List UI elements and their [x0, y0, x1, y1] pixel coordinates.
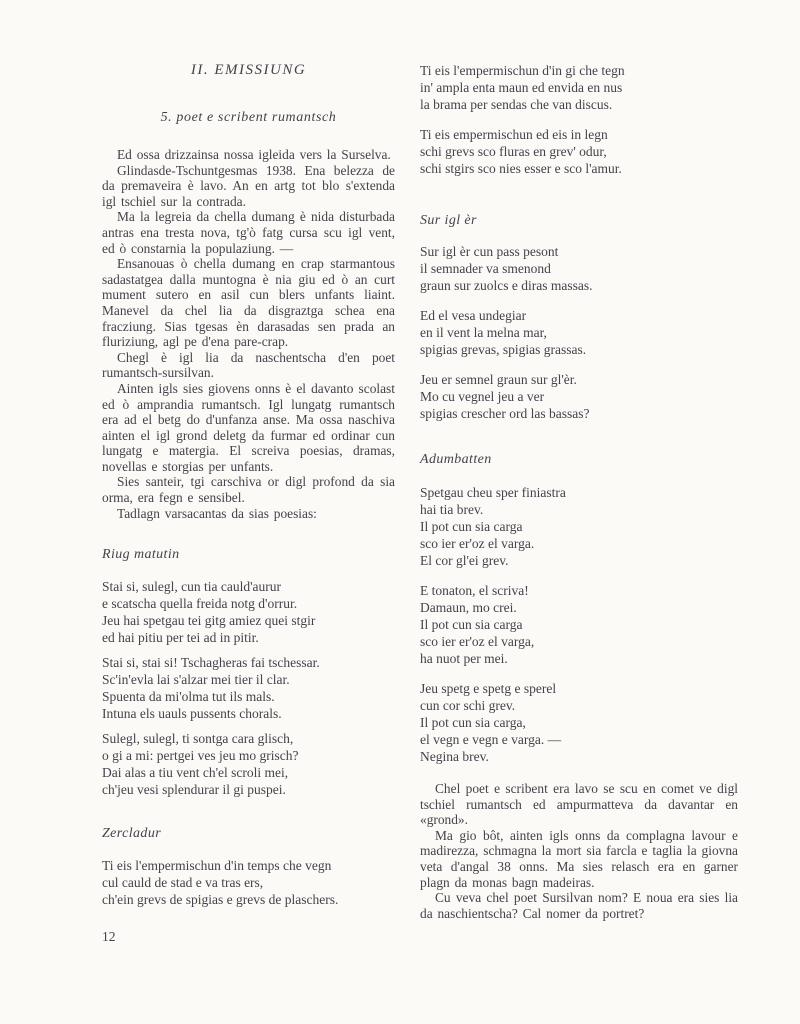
poem-line: o gi a mi: pertgei ves jeu mo grisch?	[102, 748, 299, 764]
poem-line: ed hai pitiu per tei ad in pitir.	[102, 630, 259, 646]
poem-line: Negina brev.	[420, 749, 489, 764]
poem-line: la brama per sendas che van discus.	[420, 97, 613, 112]
poem-line: Ti eis l'empermischun d'in gi che tegn	[420, 63, 625, 78]
chapter-title: 5. poet e scribent rumantsch	[160, 110, 337, 125]
poem-title-sur-igl-er: Sur igl èr	[420, 213, 477, 228]
poem-line: Sulegl, sulegl, ti sontga cara glisch,	[102, 731, 294, 747]
poem-line: schi grevs sco fluras en grev' odur,	[420, 144, 607, 159]
poem-line: Jeu er semnel graun sur gl'èr.	[420, 372, 577, 387]
poem-line: Ti eis empermischun ed eis in legn	[420, 127, 608, 142]
body-paragraph: Glindasde-Tschuntgesmas 1938. Ena belezza de da premaveira è lavo. An en artg tot blo s'extenda igl tschiel sur la contrada.	[102, 162, 395, 209]
poem-title-adumbatten: Adumbatten	[420, 452, 492, 467]
poem-line: spigias grevas, spigias grassas.	[420, 342, 587, 357]
poem-line: Sc'in'evla lai s'alzar mei tier il clar.	[102, 672, 290, 688]
poem-line: Mo cu vegnel jeu a ver	[420, 389, 545, 404]
poem-line: graun sur zuolcs e diras massas.	[420, 278, 593, 293]
poem-line: E tonaton, el scriva!	[420, 583, 529, 598]
poem-line: ch'ein grevs de spigias e grevs de plaschers.	[102, 892, 339, 908]
body-paragraph: Ensanouas ò chella dumang en crap starmantous sadastatgea dalla muntogna è nia giu ed ò an curt mument sutero en asil cun blers unfants liaint. Manevel da chel lia da disgraztga schea ena fracziung. Sias tgesas èn darasadas sen prada an fluriziung, agl pe d'ena pare-crap.	[102, 256, 395, 350]
page-number: 12	[102, 929, 116, 944]
poem-line: en il vent la melna mar,	[420, 325, 547, 340]
poem-title-zercladur: Zercladur	[102, 826, 162, 842]
poem-line: il semnader va smenond	[420, 261, 551, 276]
poem-stanza	[420, 371, 738, 422]
poem-line: Il pot cun sia carga,	[420, 715, 526, 730]
poem-line: Spetgau cheu sper finiastra	[420, 485, 566, 500]
poem-title-riug-matutin: Riug matutin	[102, 547, 180, 563]
poem-line: sco ier er'oz el varga,	[420, 634, 535, 649]
body-paragraph: Ma gio bôt, ainten igls onns da complagna lavour e madirezza, schmagna la mort sia farcla e taglia la giovna veta d'angal 38 onns. Ma sies relasch era en garner plagn da monas bagn madeiras.	[420, 827, 738, 890]
right-column	[420, 56, 738, 921]
poem-stanza	[420, 484, 738, 569]
poem-stanza	[420, 62, 738, 113]
poem-line: in' ampla enta maun ed envida en nus	[420, 80, 623, 95]
body-paragraph: Chel poet e scribent era lavo se scu en comet ve digl tschiel rumantsch ed ampurmatteva da davantar en «grond».	[420, 781, 738, 828]
body-paragraph: Tadlagn varsacantas da sias poesias:	[117, 505, 317, 521]
body-paragraph: Cu veva chel poet Sursilvan nom? E noua era sies lia da naschientscha? Cal nomer da portret?	[420, 890, 738, 921]
poem-line: Dai alas a tiu vent ch'el scroli mei,	[102, 765, 289, 781]
poem-line: el vegn e vegn e varga. —	[420, 732, 562, 747]
section-title: II. EMISSIUNG	[190, 62, 307, 78]
body-paragraph: Ed ossa drizzainsa nossa igleida vers la Surselva.	[117, 147, 391, 162]
poem-line: cun cor schi grev.	[420, 698, 516, 713]
poem-line: ha nuot per mei.	[420, 651, 508, 666]
poem-line: hai tia brev.	[420, 502, 484, 517]
poem-line: Jeu spetg e spetg e sperel	[420, 681, 557, 696]
poem-stanza	[420, 582, 738, 667]
poem-line: Il pot cun sia carga	[420, 617, 523, 632]
poem-stanza	[102, 578, 395, 646]
poem-line: Sur igl èr cun pass pesont	[420, 244, 559, 259]
poem-line: Ed el vesa undegiar	[420, 308, 527, 323]
poem-stanza	[420, 680, 738, 765]
body-paragraph: Chegl è igl lia da naschentscha d'en poet rumantsch-sursilvan.	[102, 349, 395, 381]
poem-line: Stai si, sulegl, cun tia cauld'aurur	[102, 579, 282, 595]
poem-line: Stai si, stai si! Tschagheras fai tschessar.	[102, 655, 320, 671]
poem-line: spigias crescher ord las bassas?	[420, 406, 590, 421]
poem-stanza	[102, 730, 395, 798]
body-paragraph: Ainten igls sies giovens onns è el davanto scolast ed ò amprandia rumantsch. Igl lungatg rumantsch era ad el betg do d'unfanza anse. Ma ossa naschiva ainten el igl grond deletg da furmar ed ordinar cun lungatg e matergia. El screiva poesias, dramas, novellas e storgias per unfants.	[102, 380, 395, 474]
poem-line: El cor gl'ei grev.	[420, 553, 509, 568]
poem-line: ch'jeu vesi splendurar il gi puspei.	[102, 782, 286, 798]
poem-line: Ti eis l'empermischun d'in temps che vegn	[102, 858, 332, 874]
poem-stanza	[102, 654, 395, 722]
body-paragraph: Ma la legreia da chella dumang è nida disturbada antras ena tresta nova, tg'ò fatg cursa scu igl vent, ed ò constarnia la populaziung. —	[102, 209, 395, 256]
poem-line: e scatscha quella freida notg d'orrur.	[102, 596, 298, 612]
poem-line: sco ier er'oz el varga.	[420, 536, 535, 551]
left-column	[102, 56, 395, 916]
poem-stanza	[102, 857, 395, 908]
closing-prose	[420, 781, 738, 921]
poem-line: Damaun, mo crei.	[420, 600, 517, 615]
poem-line: Jeu hai spetgau tei gitg amiez quei stgir	[102, 613, 316, 629]
poem-line: Il pot cun sia carga	[420, 519, 523, 534]
poem-line: Intuna els uauls pussents chorals.	[102, 706, 282, 722]
poem-stanza	[420, 126, 738, 177]
poem-stanza	[420, 243, 738, 294]
poem-line: schi stgirs sco nies esser e sco l'amur.	[420, 161, 622, 176]
body-paragraph: Sies santeir, tgi carschiva or digl profond da sia orma, era fegn e sensibel.	[102, 474, 395, 506]
poem-line: cul cauld de stad e va tras ers,	[102, 875, 264, 891]
poem-stanza	[420, 307, 738, 358]
poem-line: Spuenta da mi'olma tut ils mals.	[102, 689, 275, 705]
